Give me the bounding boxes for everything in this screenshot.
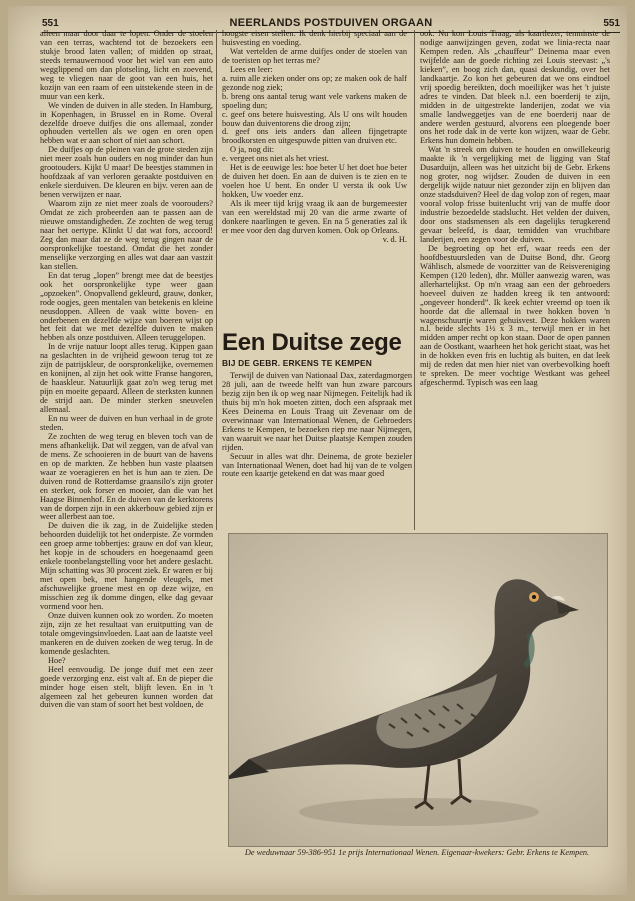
article-column-2 xyxy=(222,372,412,532)
list-item: d. geef ons iets anders dan alleen fijngetrapte broodkorsten en uitgespuwde pitten van druiven etc. xyxy=(222,127,407,146)
column-3 xyxy=(420,30,610,529)
paragraph: Als ik meer tijd krijg vraag ik aan de burgemeester van een wereldstad mij 20 van die arme zwarte of donkere naarlingen te geven. En na 5 generaties zal ik er mee voor den dag durven komen. Ook op Orleans. xyxy=(222,199,407,235)
paragraph: De duiven die ik zag, in de Zuidelijke steden behoorden duidelijk tot het onderpiste. Ze vormden een groep arme tobbertjes: grauw en dof van kleur, het kopje in de schouders en hoegenaamd geen enkele toonbelangstelling voor het andere geslacht. Mijn schatting was 30 procent ziek. Er waren er bij met open bek, met hangende vleugels, met afschuwelijke groene mest en op deze wijze, en misschien zeg ik domme dingen, elke dag gevaar vormend voor hen. xyxy=(40,521,213,611)
photo-caption: De weduwnaar 59-386-951 1e prijs Internationaal Wenen. Eigenaar-kwekers: Gebr. Erkens te Kempen. xyxy=(244,848,590,857)
paragraph: Wat vertelden de arme duifjes onder de stoelen van de toeristen op het terras me? xyxy=(222,46,407,65)
paragraph: Onze duiven kunnen ook zo worden. Zo moeten zijn, zijn ze het resultaat van eruitputting van de totale omgevingsinvloeden. Laat aan de laatste veel mankeren en de duiven zoeken de weg terug. In de komende geslachten. xyxy=(40,610,213,656)
paragraph: hoogste eisen stellen. Ik denk hierbij speciaal aan de huisvesting en voeding. xyxy=(222,30,407,47)
paragraph: In de vrije natuur loopt alles terug. Kippen gaan na geslachten in de vrijheid gewoon terug tot ze zijn de patrijskleur, de oorspronkelijke, overnemen en konijnen, al zijn het ook witte Franse hangoren, de haaskleur. Natuurlijk gaat zo'n weg terug met pijn en moeite gepaard. Alleen de sterksten kunnen de strijd aan. De minder sterken sneuvelen allemaal. xyxy=(40,342,213,415)
page-number-left: 551 xyxy=(42,18,59,29)
author-signature: v. d. H. xyxy=(382,234,407,244)
paragraph: Wat 'n streek om duiven te houden en onwillekeurig maakte ik 'n vergelijking met de ligging van Staf Dusarduijn, alleen was het uitzicht bij de Gebr. Erkens nog groter, nog wijdser. Zouden de duiven in een dergelijk wijde natuur niet gezonder zijn en blijven dan onze stadsduiven? Heel de dag volop zon of regen, maar vooral volop frisse buitenlucht vrij van de muffe door industrie bezoedelde stadslucht. Het velden der duiven, door ons stadsmensen als een dagelijks terugkerend gevaar beleefd, is daar, temidden van vruchtbare landerijen, een zegen voor de duiven. xyxy=(420,145,610,244)
paragraph: En nu weer de duiven en hun verhaal in de grote steden. xyxy=(40,413,213,432)
paragraph: We vinden de duiven in alle steden. In Hamburg, in Kopenhagen, in Brussel en in Rome. Overal dezelfde droeve duifjes die ons allemaal, zonder ophouden vertellen als we ogen en oren open hebben wat er aan schort of niet aan schort. xyxy=(40,100,213,146)
page-number-right: 551 xyxy=(603,18,620,29)
paragraph: Secuur in alles wat dhr. Deinema, de grote bezieler van Internationaal Wenen, doet had hij van de te volgen route een kaartje getekend en dat was maar goed xyxy=(222,451,412,479)
journal-title: NEERLANDS POSTDUIVEN ORGAAN xyxy=(229,17,433,29)
paragraph: De begroeting op het erf, waar reeds een der hoofdbestuursleden van de Duitse Bond, dhr. Georg Wählisch, alsmede de voorzitter van de Reisvereniging Kempen (120 leden), dhr. Müller aanwezig waren, was allerhartelijkst. Op m'n vraag aan een der gebroeders hoeveel duiven ze hadden kreeg ik ten antwoord: „ongeveer honderd”. Ik keek echter vreemd op toen ik hoorde dat die allemaal in twee hokken boven 'n wagenschuurtje waren gehuisvest. Deze hokken waren n.l. beide slechts 1½ x 3 m., terwijl men er in het midden amper recht op kon staan. Door de open pannen aan de Oostkant, waarheen het hok gericht staat, was het in de hokken even fris en luchtig als buiten, en dat leek mij de reden dat men hier niet van overbevolking hoeft te spreken. De meer vochtige Westkant was geheel afgeschermd. Typisch was een laag xyxy=(420,243,610,388)
paragraph: Waarom zijn ze niet meer zoals de voorouders? Omdat ze zich probeerden aan te passen aan de nieuwe omstandigheden. Ze zochten de weg terug naar het oertype. Klinkt U dat wat fors, accoord! Zeg dan maar dat ze de weg terug gingen naar de oorspronkelijke toestand. Omdat die het zonder menselijke verzorging en alles wat daar aan vastzit kan stellen. xyxy=(40,199,213,271)
article-headline xyxy=(222,330,412,368)
article-title: Een Duitse zege xyxy=(222,329,402,356)
paragraph: Terwijl de duiven van Nationaal Dax, zaterdagmorgen 28 juli, aan de tweede helft van hun zware parcours bezig zijn ben ik op weg naar Nijmegen. Feitelijk had ik thuis bij m'n hok moeten zitten, doch een afspraak met Kees Deinema en Louis Traag uit Zevenaar om de overwinnaar van Internationaal Wenen, de Gebroeders Erkens te Kempen, te bezoeken riep me naar Nijmegen, van waaruit we naar het Duitse plaatsje Kempen zouden rijden. xyxy=(222,372,412,452)
paragraph: O ja, nog dit: xyxy=(230,145,275,155)
paragraph: alleen maar door daar te lopen. Onder de stoelen van een terras, wachtend tot de bezoekers een stukje brood laten vallen; of midden op straat, steeds ternauwernood voor het wiel van een auto wegglippend om dan plotseling, licht en zoevend, weg te vliegen naar de goot van een huis, het kozijn van een raam of een uitstekende steen in de muur van een kerk. xyxy=(40,30,213,101)
paragraph: Het is de eeuwige les: hoe beter U het doet hoe beter de duiven het doen. En aan de duiven is te zien en te voelen hoe U bent. En onder U versta ik ook Uw hokken, Uw voeder enz. xyxy=(222,163,407,200)
pigeon-photo xyxy=(228,533,608,847)
list-item: a. ruim alle zieken onder ons op; ze maken ook de half gezonde nog ziek; xyxy=(222,73,407,92)
paragraph: Ze zochten de weg terug en bleven toch van de mens afhankelijk. Dat wil zeggen, van de afval van de mens. Ze schooieren in de buurt van de havens en op de markten. Ze hebben hun vaste plaatsen waar ze voeragieren en het is hun aan te zien. De duiven rond de Rotterdamse graansilo's zijn groter en sterker, ook forser en mooier, dan die van het Haagse Binnenhof. En de duiven van de kerktorens van de dorpen zijn in een akkerbouw gebied zijn er weer allerbest aan toe. xyxy=(40,431,213,522)
column-divider xyxy=(216,30,217,530)
paragraph: En dat terug „lopen” brengt mee dat de beestjes ook het oorspronkelijke type weer gaan „opzoeken”. Onopvallend gekleurd, grauw, donker, rode oogjes, geen mentalen van betekenis en kleine neusdoppen. Alleen de vaak witte boven- en onderbenen en dezelfde wijze van boeren wijst op het feit dat we met dezelfde duiven te maken hebben als onze postduiven. Alleen teruggelopen. xyxy=(40,270,213,343)
pigeon-illustration xyxy=(229,534,607,846)
list-item: c. geef ons betere huisvesting. Als U ons wilt houden bouw dan duiventorens die droog zijn; xyxy=(222,109,407,128)
paragraph: De duifjes op de pleinen van de grote steden zijn niet meer zoals hun ouders en nog minder dan hun grootouders. Kijkt U maar! De beestjes stammen in hoofdzaak af van verloren geraakte postduiven en enkele sierduiven. De kleuren en bijv. veren aan de benen verwijzen er naar. xyxy=(40,145,213,200)
paragraph: Heel eenvoudig. De jonge duif met een zeer goede verzorging enz. eist valt af. En de pieper die minder hoge eisen stelt, blijft leven. En in 't algemeen zal het gebeuren kunnen worden dat duiven die van stam of soort het best voldoen, de xyxy=(40,664,213,710)
article-subtitle: BIJ DE GEBR. ERKENS TE KEMPEN xyxy=(222,358,373,368)
list-item: b. breng ons aantal terug want vele varkens maken de spoeling dun; xyxy=(222,91,407,110)
paragraph: Hoe? xyxy=(48,655,66,665)
paragraph: Lees en leer: xyxy=(230,64,273,74)
column-2 xyxy=(222,30,407,322)
column-1 xyxy=(40,30,213,880)
paragraph: ook. Nu kon Louis Traag, als kaartlezer, tenminste de nodige aanwijzingen geven, zodat we linia-recta naar Kempen reden. Als „chauffeur” Deinema maar even twijfelde aan de goede richting zei Louis steevast: „'s kieken”, en boog zich dan, quasi deskundig, over het landkaartje. Zo kon het gebeuren dat we ons eindtoel vrij spoedig bereikten, doch moeilijker was het 't juiste adres te vinden. Dat bleek n.l. een boerderij te zijn, midden in de uitgestrekte landerijen, zodat we via smalle landweggetjes van de ene boerderij naar de andere werden gestuurd, alvorens een ploegende boer ons het rode dak in de verte kon wijzen, waar de Gebr. Erkens hun domein hebben. xyxy=(420,30,610,146)
list-item: e. vergeet ons niet als het vriest. xyxy=(222,154,329,164)
column-divider xyxy=(414,30,415,530)
